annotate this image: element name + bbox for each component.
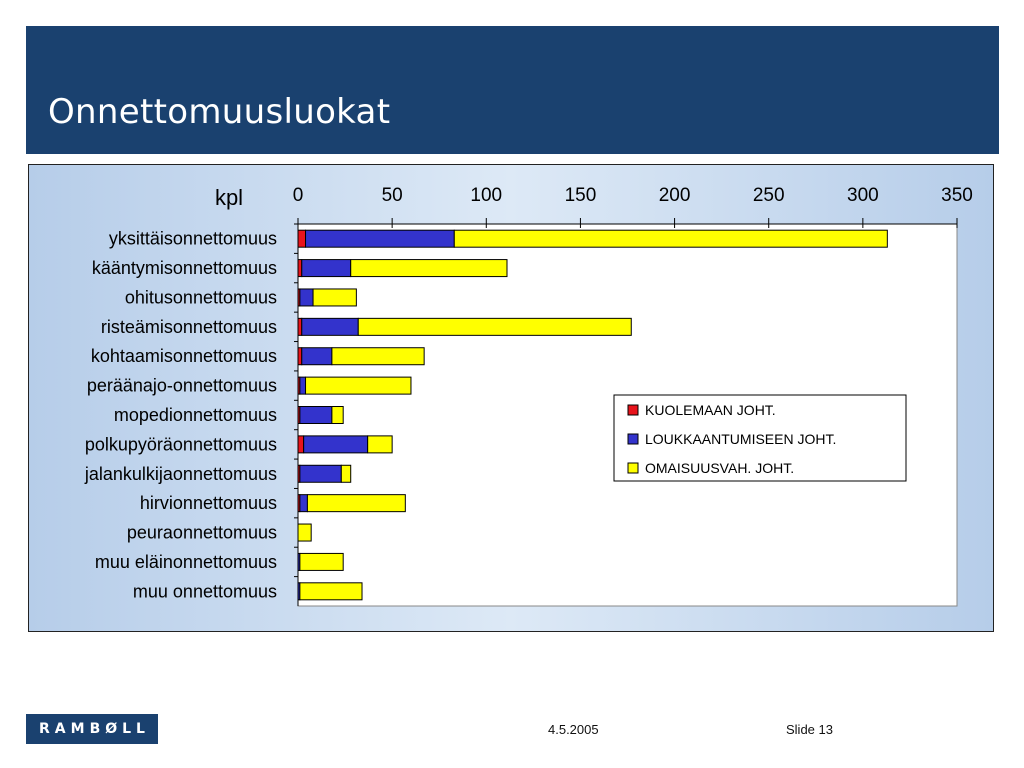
x-tick-label: 250 [752, 185, 785, 206]
category-label: muu onnettomuus [132, 581, 277, 602]
category-label: polkupyöräonnettomuus [84, 434, 277, 455]
bar-segment [307, 495, 405, 512]
bar-segment [300, 553, 343, 570]
category-label: peräänajo-onnettomuus [86, 375, 277, 396]
x-tick-label: 200 [658, 185, 691, 206]
category-label: mopedionnettomuus [113, 405, 277, 425]
x-tick-label: 150 [564, 185, 597, 206]
bar-segment [304, 436, 368, 453]
bar-segment [298, 318, 302, 335]
bar-segment [454, 230, 887, 247]
slide-number: Slide 13 [786, 722, 833, 737]
title-bar [26, 26, 999, 154]
category-label: kääntymisonnettomuus [91, 258, 277, 279]
bar-segment [341, 465, 350, 482]
bar-segment [302, 260, 351, 277]
legend-swatch [628, 463, 638, 473]
category-label: hirvionnettomuus [139, 493, 277, 514]
bar-segment [313, 289, 356, 306]
bar-segment [298, 436, 304, 453]
category-label: peuraonnettomuus [126, 522, 277, 543]
chart-frame [28, 164, 994, 632]
bar-segment [351, 260, 507, 277]
legend-label: KUOLEMAAN JOHT. [645, 402, 776, 418]
bar-segment [298, 260, 302, 277]
category-label: muu eläinonnettomuus [94, 551, 277, 572]
bar-segment [306, 230, 455, 247]
category-label: kohtaamisonnettomuus [90, 346, 277, 367]
x-axis-label: kpl [214, 185, 244, 210]
bar-segment [332, 348, 424, 365]
bar-segment [300, 289, 313, 306]
bar-segment [332, 407, 343, 424]
bar-segment [306, 377, 411, 394]
bar-segment [302, 348, 332, 365]
category-label: jalankulkijaonnettomuus [84, 463, 277, 484]
x-tick-label: 50 [381, 185, 403, 206]
slide-date: 4.5.2005 [548, 722, 599, 737]
bar-segment [298, 524, 311, 541]
bar-segment [300, 465, 341, 482]
ramboll-logo: RAMBØLL [26, 714, 158, 744]
x-tick-label: 350 [941, 185, 973, 206]
bar-segment [302, 318, 358, 335]
legend-label: LOUKKAANTUMISEEN JOHT. [645, 431, 837, 447]
category-label: risteämisonnettomuus [100, 316, 277, 337]
legend-label: OMAISUUSVAH. JOHT. [645, 460, 795, 476]
bar-segment [300, 407, 332, 424]
category-label: ohitusonnettomuus [124, 287, 277, 308]
bar-segment [368, 436, 392, 453]
x-tick-label: 300 [847, 185, 879, 206]
stacked-bar-chart [29, 165, 993, 631]
slide-title: Onnettomuusluokat [48, 92, 391, 132]
bar-segment [358, 318, 631, 335]
bar-segment [300, 495, 308, 512]
bar-segment [298, 348, 302, 365]
bar-segment [300, 377, 306, 394]
category-label: yksittäisonnettomuus [108, 228, 277, 249]
x-tick-label: 0 [292, 185, 304, 206]
legend-swatch [628, 434, 638, 444]
bar-segment [300, 583, 362, 600]
x-tick-label: 100 [470, 185, 503, 206]
legend-swatch [628, 405, 638, 415]
bar-segment [298, 230, 306, 247]
